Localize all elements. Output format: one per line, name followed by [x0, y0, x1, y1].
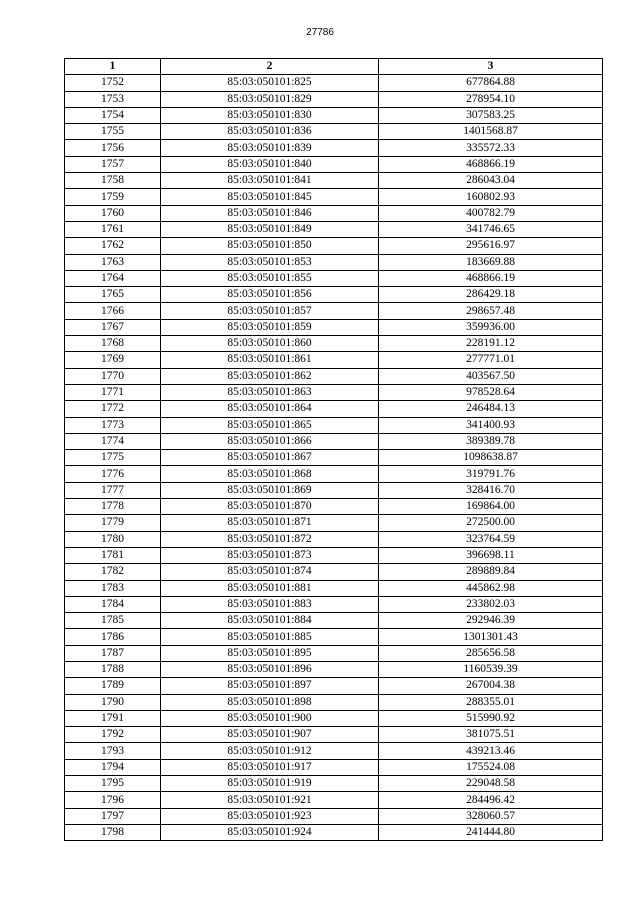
value-cell: 246484.13	[379, 401, 603, 417]
value-cell: 978528.64	[379, 384, 603, 400]
row-number-cell: 1792	[65, 727, 161, 743]
cadastral-number-cell: 85:03:050101:869	[161, 482, 379, 498]
row-number-cell: 1796	[65, 792, 161, 808]
table-row	[65, 238, 603, 254]
value-cell: 183669.88	[379, 254, 603, 270]
cadastral-number-cell: 85:03:050101:861	[161, 352, 379, 368]
value-cell: 241444.80	[379, 824, 603, 840]
value-cell: 323764.59	[379, 531, 603, 547]
row-number-cell: 1776	[65, 466, 161, 482]
value-cell: 341746.65	[379, 221, 603, 237]
row-number-cell: 1759	[65, 189, 161, 205]
cadastral-number-cell: 85:03:050101:830	[161, 107, 379, 123]
table-row	[65, 661, 603, 677]
table-body	[65, 75, 603, 841]
cadastral-number-cell: 85:03:050101:845	[161, 189, 379, 205]
value-cell: 175524.08	[379, 759, 603, 775]
table-row	[65, 140, 603, 156]
row-number-cell: 1773	[65, 417, 161, 433]
cadastral-number-cell: 85:03:050101:900	[161, 710, 379, 726]
table-row	[65, 417, 603, 433]
table-row	[65, 482, 603, 498]
value-cell: 285656.58	[379, 645, 603, 661]
row-number-cell: 1794	[65, 759, 161, 775]
value-cell: 328060.57	[379, 808, 603, 824]
cadastral-number-cell: 85:03:050101:859	[161, 319, 379, 335]
cadastral-number-cell: 85:03:050101:924	[161, 824, 379, 840]
cadastral-number-cell: 85:03:050101:850	[161, 238, 379, 254]
value-cell: 169864.00	[379, 499, 603, 515]
table-row	[65, 336, 603, 352]
table-row	[65, 629, 603, 645]
row-number-cell: 1798	[65, 824, 161, 840]
table-row	[65, 91, 603, 107]
row-number-cell: 1775	[65, 450, 161, 466]
table-row	[65, 466, 603, 482]
value-cell: 298657.48	[379, 303, 603, 319]
value-cell: 289889.84	[379, 564, 603, 580]
value-cell: 328416.70	[379, 482, 603, 498]
table-row	[65, 450, 603, 466]
table-row	[65, 205, 603, 221]
cadastral-number-cell: 85:03:050101:896	[161, 661, 379, 677]
row-number-cell: 1785	[65, 613, 161, 629]
value-cell: 445862.98	[379, 580, 603, 596]
row-number-cell: 1787	[65, 645, 161, 661]
cadastral-number-cell: 85:03:050101:923	[161, 808, 379, 824]
cadastral-number-cell: 85:03:050101:895	[161, 645, 379, 661]
data-table	[64, 58, 603, 841]
value-cell: 515990.92	[379, 710, 603, 726]
row-number-cell: 1753	[65, 91, 161, 107]
table-row	[65, 173, 603, 189]
value-cell: 160802.93	[379, 189, 603, 205]
cadastral-number-cell: 85:03:050101:846	[161, 205, 379, 221]
cadastral-number-cell: 85:03:050101:839	[161, 140, 379, 156]
cadastral-number-cell: 85:03:050101:874	[161, 564, 379, 580]
row-number-cell: 1781	[65, 547, 161, 563]
cadastral-number-cell: 85:03:050101:871	[161, 515, 379, 531]
value-cell: 468866.19	[379, 156, 603, 172]
table-row	[65, 107, 603, 123]
column-header-1: 1	[65, 59, 161, 75]
row-number-cell: 1752	[65, 75, 161, 91]
table-row	[65, 531, 603, 547]
row-number-cell: 1774	[65, 433, 161, 449]
row-number-cell: 1777	[65, 482, 161, 498]
cadastral-number-cell: 85:03:050101:853	[161, 254, 379, 270]
table-row	[65, 792, 603, 808]
table-row	[65, 319, 603, 335]
row-number-cell: 1778	[65, 499, 161, 515]
cadastral-number-cell: 85:03:050101:897	[161, 678, 379, 694]
cadastral-number-cell: 85:03:050101:912	[161, 743, 379, 759]
value-cell: 233802.03	[379, 596, 603, 612]
table-row	[65, 580, 603, 596]
cadastral-number-cell: 85:03:050101:862	[161, 368, 379, 384]
row-number-cell: 1767	[65, 319, 161, 335]
cadastral-number-cell: 85:03:050101:898	[161, 694, 379, 710]
row-number-cell: 1771	[65, 384, 161, 400]
cadastral-number-cell: 85:03:050101:836	[161, 124, 379, 140]
table-row	[65, 515, 603, 531]
cadastral-number-cell: 85:03:050101:849	[161, 221, 379, 237]
cadastral-number-cell: 85:03:050101:921	[161, 792, 379, 808]
table-row	[65, 645, 603, 661]
cadastral-number-cell: 85:03:050101:866	[161, 433, 379, 449]
row-number-cell: 1782	[65, 564, 161, 580]
table-row	[65, 352, 603, 368]
row-number-cell: 1764	[65, 270, 161, 286]
value-cell: 295616.97	[379, 238, 603, 254]
value-cell: 439213.46	[379, 743, 603, 759]
row-number-cell: 1760	[65, 205, 161, 221]
cadastral-number-cell: 85:03:050101:829	[161, 91, 379, 107]
row-number-cell: 1783	[65, 580, 161, 596]
value-cell: 272500.00	[379, 515, 603, 531]
table-row	[65, 270, 603, 286]
cadastral-number-cell: 85:03:050101:919	[161, 776, 379, 792]
value-cell: 267004.38	[379, 678, 603, 694]
cadastral-number-cell: 85:03:050101:873	[161, 547, 379, 563]
row-number-cell: 1784	[65, 596, 161, 612]
row-number-cell: 1789	[65, 678, 161, 694]
value-cell: 1098638.87	[379, 450, 603, 466]
row-number-cell: 1770	[65, 368, 161, 384]
value-cell: 319791.76	[379, 466, 603, 482]
value-cell: 292946.39	[379, 613, 603, 629]
table-row	[65, 678, 603, 694]
row-number-cell: 1758	[65, 173, 161, 189]
row-number-cell: 1763	[65, 254, 161, 270]
row-number-cell: 1769	[65, 352, 161, 368]
table-row	[65, 613, 603, 629]
value-cell: 288355.01	[379, 694, 603, 710]
table-row	[65, 221, 603, 237]
table-row	[65, 401, 603, 417]
table-row	[65, 124, 603, 140]
value-cell: 468866.19	[379, 270, 603, 286]
row-number-cell: 1766	[65, 303, 161, 319]
cadastral-number-cell: 85:03:050101:864	[161, 401, 379, 417]
value-cell: 277771.01	[379, 352, 603, 368]
table-row	[65, 287, 603, 303]
value-cell: 400782.79	[379, 205, 603, 221]
value-cell: 286429.18	[379, 287, 603, 303]
cadastral-number-cell: 85:03:050101:840	[161, 156, 379, 172]
value-cell: 677864.88	[379, 75, 603, 91]
cadastral-number-cell: 85:03:050101:857	[161, 303, 379, 319]
value-cell: 286043.04	[379, 173, 603, 189]
cadastral-number-cell: 85:03:050101:881	[161, 580, 379, 596]
cadastral-number-cell: 85:03:050101:865	[161, 417, 379, 433]
cadastral-number-cell: 85:03:050101:870	[161, 499, 379, 515]
row-number-cell: 1765	[65, 287, 161, 303]
cadastral-number-cell: 85:03:050101:860	[161, 336, 379, 352]
cadastral-number-cell: 85:03:050101:863	[161, 384, 379, 400]
value-cell: 359936.00	[379, 319, 603, 335]
table-row	[65, 433, 603, 449]
row-number-cell: 1761	[65, 221, 161, 237]
value-cell: 341400.93	[379, 417, 603, 433]
table-row	[65, 156, 603, 172]
row-number-cell: 1779	[65, 515, 161, 531]
table-row	[65, 776, 603, 792]
cadastral-number-cell: 85:03:050101:907	[161, 727, 379, 743]
row-number-cell: 1795	[65, 776, 161, 792]
value-cell: 1401568.87	[379, 124, 603, 140]
cadastral-number-cell: 85:03:050101:883	[161, 596, 379, 612]
value-cell: 1160539.39	[379, 661, 603, 677]
table-row	[65, 384, 603, 400]
row-number-cell: 1768	[65, 336, 161, 352]
cadastral-number-cell: 85:03:050101:856	[161, 287, 379, 303]
cadastral-number-cell: 85:03:050101:917	[161, 759, 379, 775]
value-cell: 229048.58	[379, 776, 603, 792]
cadastral-number-cell: 85:03:050101:885	[161, 629, 379, 645]
header-row	[65, 59, 603, 75]
row-number-cell: 1788	[65, 661, 161, 677]
row-number-cell: 1755	[65, 124, 161, 140]
table-header	[65, 59, 603, 75]
value-cell: 381075.51	[379, 727, 603, 743]
table-row	[65, 499, 603, 515]
row-number-cell: 1791	[65, 710, 161, 726]
table-row	[65, 368, 603, 384]
value-cell: 284496.42	[379, 792, 603, 808]
row-number-cell: 1793	[65, 743, 161, 759]
table-row	[65, 564, 603, 580]
column-header-3: 3	[379, 59, 603, 75]
cadastral-number-cell: 85:03:050101:841	[161, 173, 379, 189]
cadastral-number-cell: 85:03:050101:872	[161, 531, 379, 547]
row-number-cell: 1756	[65, 140, 161, 156]
table-row	[65, 547, 603, 563]
cadastral-number-cell: 85:03:050101:825	[161, 75, 379, 91]
value-cell: 335572.33	[379, 140, 603, 156]
value-cell: 403567.50	[379, 368, 603, 384]
table-row	[65, 189, 603, 205]
value-cell: 1301301.43	[379, 629, 603, 645]
value-cell: 307583.25	[379, 107, 603, 123]
cadastral-number-cell: 85:03:050101:867	[161, 450, 379, 466]
table-row	[65, 808, 603, 824]
value-cell: 228191.12	[379, 336, 603, 352]
table-row	[65, 75, 603, 91]
value-cell: 389389.78	[379, 433, 603, 449]
value-cell: 278954.10	[379, 91, 603, 107]
cadastral-number-cell: 85:03:050101:884	[161, 613, 379, 629]
row-number-cell: 1757	[65, 156, 161, 172]
row-number-cell: 1754	[65, 107, 161, 123]
table-row	[65, 254, 603, 270]
table-row	[65, 759, 603, 775]
row-number-cell: 1786	[65, 629, 161, 645]
row-number-cell: 1797	[65, 808, 161, 824]
table-row	[65, 727, 603, 743]
table-row	[65, 824, 603, 840]
value-cell: 396698.11	[379, 547, 603, 563]
table-row	[65, 743, 603, 759]
table-row	[65, 596, 603, 612]
row-number-cell: 1762	[65, 238, 161, 254]
column-header-2: 2	[161, 59, 379, 75]
cadastral-number-cell: 85:03:050101:868	[161, 466, 379, 482]
table-row	[65, 694, 603, 710]
row-number-cell: 1790	[65, 694, 161, 710]
cadastral-number-cell: 85:03:050101:855	[161, 270, 379, 286]
row-number-cell: 1780	[65, 531, 161, 547]
table-row	[65, 710, 603, 726]
row-number-cell: 1772	[65, 401, 161, 417]
table-row	[65, 303, 603, 319]
page-number: 27786	[306, 27, 334, 38]
